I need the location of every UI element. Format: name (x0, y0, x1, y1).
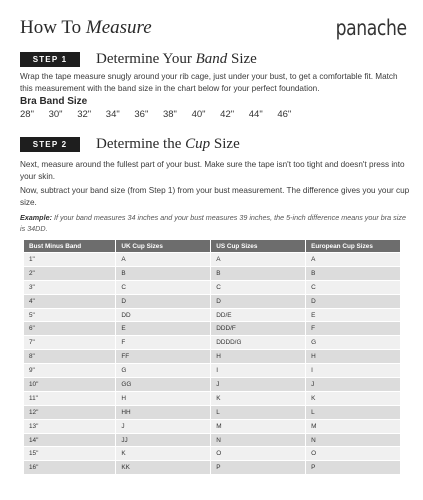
us-cup-cell: B (211, 266, 306, 280)
us-cup-cell: K (211, 391, 306, 405)
example-label: Example: (20, 213, 52, 222)
us-cup-cell: DD/E (211, 308, 306, 322)
band-size-item: 40" (191, 109, 206, 120)
uk-cup-cell: J (116, 419, 211, 433)
table-row (24, 447, 401, 461)
uk-cup-cell: JJ (116, 433, 211, 447)
bust-minus-band-cell: 12" (24, 405, 116, 419)
us-cup-cell: L (211, 405, 306, 419)
eu-cup-cell: P (306, 461, 401, 474)
bust-minus-band-cell: 13" (24, 419, 116, 433)
uk-cup-cell: KK (116, 461, 211, 474)
eu-cup-cell: A (306, 253, 401, 267)
band-size-title: Bra Band Size (20, 96, 88, 107)
table-row (24, 405, 401, 419)
eu-cup-cell: O (306, 447, 401, 461)
uk-cup-cell: E (116, 322, 211, 336)
example-text: If your band measures 34 inches and your bust measures 39 inches, the 5-inch difference means your bra size is 34DD. (20, 213, 406, 233)
step1-instructions: Wrap the tape measure snugly around your rib cage, just under your bust, to get a comfortable fit. Match this measurement with the band size in the chart below for your perfect foundation. (20, 72, 398, 93)
uk-cup-cell: B (116, 266, 211, 280)
table-row (24, 280, 401, 294)
us-cup-cell: D (211, 294, 306, 308)
table-row (24, 266, 401, 280)
table-row (24, 419, 401, 433)
uk-cup-cell: C (116, 280, 211, 294)
bust-minus-band-cell: 9" (24, 364, 116, 378)
eu-cup-cell: J (306, 378, 401, 392)
uk-cup-cell: F (116, 336, 211, 350)
title-prefix: How To (20, 17, 82, 38)
col-header-uk: UK Cup Sizes (116, 240, 211, 253)
brand-logo: panache (335, 16, 407, 40)
us-cup-cell: DDD/F (211, 322, 306, 336)
uk-cup-cell: GG (116, 378, 211, 392)
uk-cup-cell: FF (116, 350, 211, 364)
bust-minus-band-cell: 2" (24, 266, 116, 280)
step2-heading: Determine the Cup Size (96, 136, 240, 152)
eu-cup-cell: F (306, 322, 401, 336)
table-row (24, 433, 401, 447)
bust-minus-band-cell: 6" (24, 322, 116, 336)
step1-header (20, 51, 257, 68)
eu-cup-cell: K (306, 391, 401, 405)
eu-cup-cell: M (306, 419, 401, 433)
cup-size-table (24, 240, 401, 474)
bust-minus-band-cell: 3" (24, 280, 116, 294)
table-row (24, 322, 401, 336)
us-cup-cell: N (211, 433, 306, 447)
band-size-item: 38" (162, 109, 177, 120)
col-header-bust-minus-band: Bust Minus Band (24, 240, 116, 253)
band-size-list (20, 109, 306, 120)
eu-cup-cell: I (306, 364, 401, 378)
uk-cup-cell: D (116, 294, 211, 308)
uk-cup-cell: HH (116, 405, 211, 419)
bust-minus-band-cell: 11" (24, 391, 116, 405)
example-note (20, 212, 410, 234)
eu-cup-cell: E (306, 308, 401, 322)
us-cup-cell: A (211, 253, 306, 267)
col-header-us: US Cup Sizes (211, 240, 306, 253)
bust-minus-band-cell: 5" (24, 308, 116, 322)
table-row (24, 253, 401, 267)
table-row (24, 294, 401, 308)
step1-heading: Determine Your Band Size (96, 51, 257, 67)
table-row (24, 378, 401, 392)
table-row (24, 308, 401, 322)
uk-cup-cell: K (116, 447, 211, 461)
uk-cup-cell: A (116, 253, 211, 267)
table-row (24, 350, 401, 364)
table-row (24, 391, 401, 405)
step2-badge: STEP 2 (20, 137, 80, 152)
bust-minus-band-cell: 8" (24, 350, 116, 364)
eu-cup-cell: H (306, 350, 401, 364)
band-size-item: 28" (20, 109, 34, 120)
bust-minus-band-cell: 14" (24, 433, 116, 447)
bust-minus-band-cell: 16" (24, 461, 116, 474)
uk-cup-cell: DD (116, 308, 211, 322)
step2-instructions: Next, measure around the fullest part of your bust. Make sure the tape isn't too tight and doesn't press into your skin. (20, 160, 405, 181)
us-cup-cell: O (211, 447, 306, 461)
eu-cup-cell: N (306, 433, 401, 447)
uk-cup-cell: H (116, 391, 211, 405)
eu-cup-cell: D (306, 294, 401, 308)
band-size-item: 32" (77, 109, 92, 120)
band-size-item: 34" (105, 109, 120, 120)
band-size-item: 44" (248, 109, 263, 120)
step2-header (20, 136, 240, 153)
title-italic: Measure (85, 17, 152, 38)
bust-minus-band-cell: 4" (24, 294, 116, 308)
bust-minus-band-cell: 1" (24, 253, 116, 267)
step2-subtract-instructions: Now, subtract your band size (from Step 1) from your bust measurement. The difference gives you your cup size. (20, 186, 410, 207)
eu-cup-cell: C (306, 280, 401, 294)
bust-minus-band-cell: 10" (24, 378, 116, 392)
table-header-row (24, 240, 401, 253)
band-size-item: 30" (48, 109, 63, 120)
band-size-item: 46" (277, 109, 292, 120)
table-row (24, 461, 401, 474)
us-cup-cell: DDDD/G (211, 336, 306, 350)
step1-badge: STEP 1 (20, 52, 80, 67)
col-header-eu: European Cup Sizes (306, 240, 401, 253)
eu-cup-cell: L (306, 405, 401, 419)
table-row (24, 336, 401, 350)
table-row (24, 364, 401, 378)
eu-cup-cell: B (306, 266, 401, 280)
bust-minus-band-cell: 15" (24, 447, 116, 461)
eu-cup-cell: G (306, 336, 401, 350)
band-size-item: 36" (134, 109, 149, 120)
us-cup-cell: H (211, 350, 306, 364)
uk-cup-cell: G (116, 364, 211, 378)
us-cup-cell: P (211, 461, 306, 474)
page-title (20, 17, 152, 39)
us-cup-cell: J (211, 378, 306, 392)
us-cup-cell: M (211, 419, 306, 433)
band-size-item: 42" (220, 109, 235, 120)
us-cup-cell: C (211, 280, 306, 294)
bust-minus-band-cell: 7" (24, 336, 116, 350)
us-cup-cell: I (211, 364, 306, 378)
